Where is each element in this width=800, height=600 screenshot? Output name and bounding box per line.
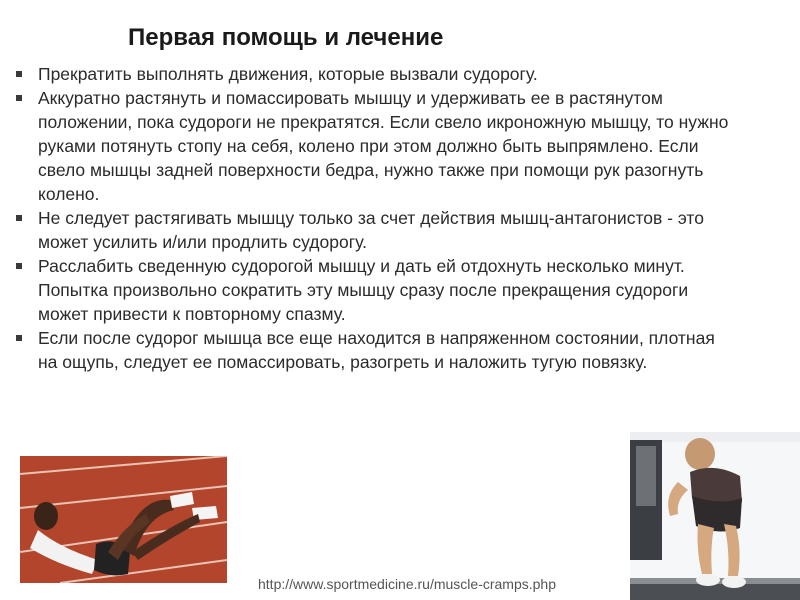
- source-link[interactable]: http://www.sportmedicine.ru/muscle-cramps.php: [258, 576, 556, 592]
- bullet-antagonist-warning: Не следует растягивать мышцу только за счет действия мышц-антагонистов - это может усилить и/или продлить судорогу.: [14, 206, 734, 254]
- bullet-massage-bandage: Если после судорог мышца все еще находится в напряженном состоянии, плотная на ощупь, следует ее помассировать, разогреть и наложить тугую повязку.: [14, 326, 734, 374]
- athlete-cramp-photo: [20, 456, 227, 583]
- runner-leg-photo: [630, 432, 800, 600]
- first-aid-list: [14, 62, 734, 374]
- slide-title: Первая помощь и лечение: [128, 24, 444, 51]
- bullet-relax-muscle: Расслабить сведенную судорогой мышцу и дать ей отдохнуть несколько минут. Попытка произвольно сократить эту мышцу сразу после прекращения судороги может привести к повторному спазму.: [14, 254, 734, 326]
- bullet-stretch-massage: Аккуратно растянуть и помассировать мышцу и удерживать ее в растянутом положении, пока судороги не прекратятся. Если свело икроножную мышцу, то нужно руками потянуть стопу на себя, колено при этом должно быть выпрямлено. Если свело мышцы задней поверхности бедра, нужно также при помощи рук разогнуть колено.: [14, 86, 734, 206]
- bullet-stop-movement: Прекратить выполнять движения, которые вызвали судорогу.: [14, 62, 734, 86]
